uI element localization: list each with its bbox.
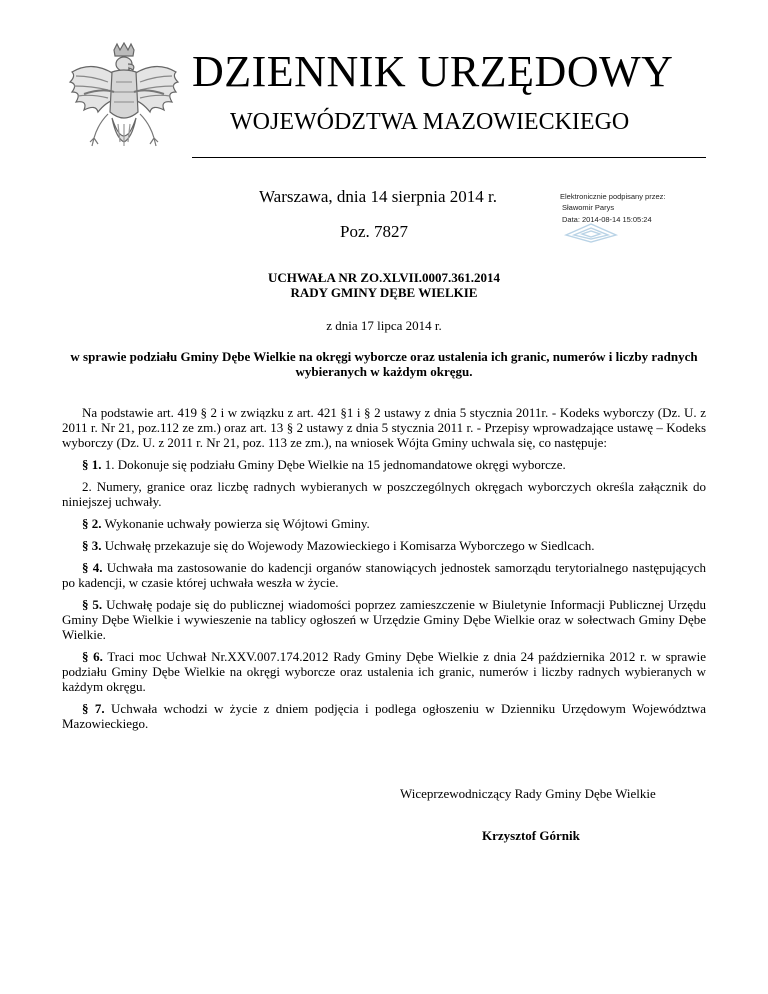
section-mark: § 7. <box>82 701 105 716</box>
resolution-heading <box>0 270 768 300</box>
section-1-point-2-paragraph: 2. Numery, granice oraz liczbę radnych wybieranych w poszczególnych okręgach wyborczych określa załącznik do niniejszej uchwały. <box>62 479 706 509</box>
issue-date: Warszawa, dnia 14 sierpnia 2014 r. <box>259 187 497 206</box>
journal-title: DZIENNIK URZĘDOWY <box>192 47 674 96</box>
resolution-date: z dnia 17 lipca 2014 r. <box>326 318 442 333</box>
signer-name: Sławomir Parys <box>562 203 615 212</box>
section-mark: § 4. <box>82 560 103 575</box>
section-4-paragraph: § 4. Uchwała ma zastosowanie do kadencji organów stanowiących jednostek samorządu terytorialnego następujących po kadencji, w czasie której uchwała weszła w życie. <box>62 560 707 590</box>
signature-diamond-icon <box>562 221 620 243</box>
section-6-paragraph: § 6. Traci moc Uchwał Nr.XXV.007.174.2012 Rady Gminy Dębe Wielkie z dnia 24 października 2012 r. w sprawie podziału Gminy Dębe Wielkie na okręgi wyborcze oraz ustalenia ich granic, numerów i liczby radnych wybieranych w każdym okręgu. <box>62 649 706 694</box>
section-mark: § 6. <box>82 649 103 664</box>
section-3-paragraph: § 3. Uchwałę przekazuje się do Wojewody Mazowieckiego i Komisarza Wyborczego w Siedlcach. <box>82 538 595 553</box>
section-mark: § 2. <box>82 516 102 531</box>
position-number: Poz. 7827 <box>340 222 408 241</box>
section-2-paragraph: § 2. Wykonanie uchwały powierza się Wójtowi Gminy. <box>82 516 370 531</box>
section-7-paragraph: § 7. Uchwała wchodzi w życie z dniem podjęcia i podlega ogłoszeniu w Dzienniku Urzędowym Województwa Mazowieckiego. <box>62 701 707 731</box>
resolution-issuer: RADY GMINY DĘBE WIELKIE <box>290 285 478 300</box>
masthead-divider <box>192 157 706 158</box>
section-mark: § 3. <box>82 538 102 553</box>
signatory-name: Krzysztof Górnik <box>482 828 580 843</box>
resolution-subject: w sprawie podziału Gminy Dębe Wielkie na okręgi wyborcze oraz ustalenia ich granic, numerów i liczby radnych wybieranych w każdym okręgu. <box>70 349 698 379</box>
signature-label: Elektronicznie podpisany przez: <box>560 192 666 201</box>
signatory-role: Wiceprzewodniczący Rady Gminy Dębe Wielkie <box>400 786 656 801</box>
section-5-paragraph: § 5. Uchwałę podaje się do publicznej wiadomości poprzez zamieszczenie w Biuletynie Informacji Publicznej Urzędu Gminy Dębe Wielkie i wywieszenie na tablicy ogłoszeń w Urzędzie Gminy Dębe Wielkie oraz w sołectwach Gminy Dębe Wielkie. <box>62 597 707 642</box>
signature-date: Data: 2014-08-14 15:05:24 <box>562 215 652 224</box>
journal-subtitle: WOJEWÓDZTWA MAZOWIECKIEGO <box>230 109 630 135</box>
polish-eagle-emblem-icon <box>62 42 186 168</box>
preamble-paragraph: Na podstawie art. 419 § 2 i w związku z art. 421 §1 i § 2 ustawy z dnia 5 stycznia 2011r. - Kodeks wyborczy (Dz. U. z 2011 r. Nr 21, poz.112 ze zm.) oraz art. 13 § 2 ustawy z dnia 5 stycznia 2011 r. - Przepisy wprowadzające ustawę – Kodeks wyborczy (Dz. U. z 2011 r. Nr 21, poz. 113 ze zm.), na wniosek Wójta Gminy uchwala się, co następuje: <box>62 405 706 450</box>
resolution-number: UCHWAŁA NR ZO.XLVII.0007.361.2014 <box>267 270 501 285</box>
resolution-body <box>62 405 706 738</box>
section-mark: § 1. <box>82 457 102 472</box>
section-mark: § 5. <box>82 597 103 612</box>
electronic-signature-block[interactable] <box>560 190 710 246</box>
section-1-paragraph: § 1. 1. Dokonuje się podziału Gminy Dębe Wielkie na 15 jednomandatowe okręgi wyborcze. <box>82 457 566 472</box>
